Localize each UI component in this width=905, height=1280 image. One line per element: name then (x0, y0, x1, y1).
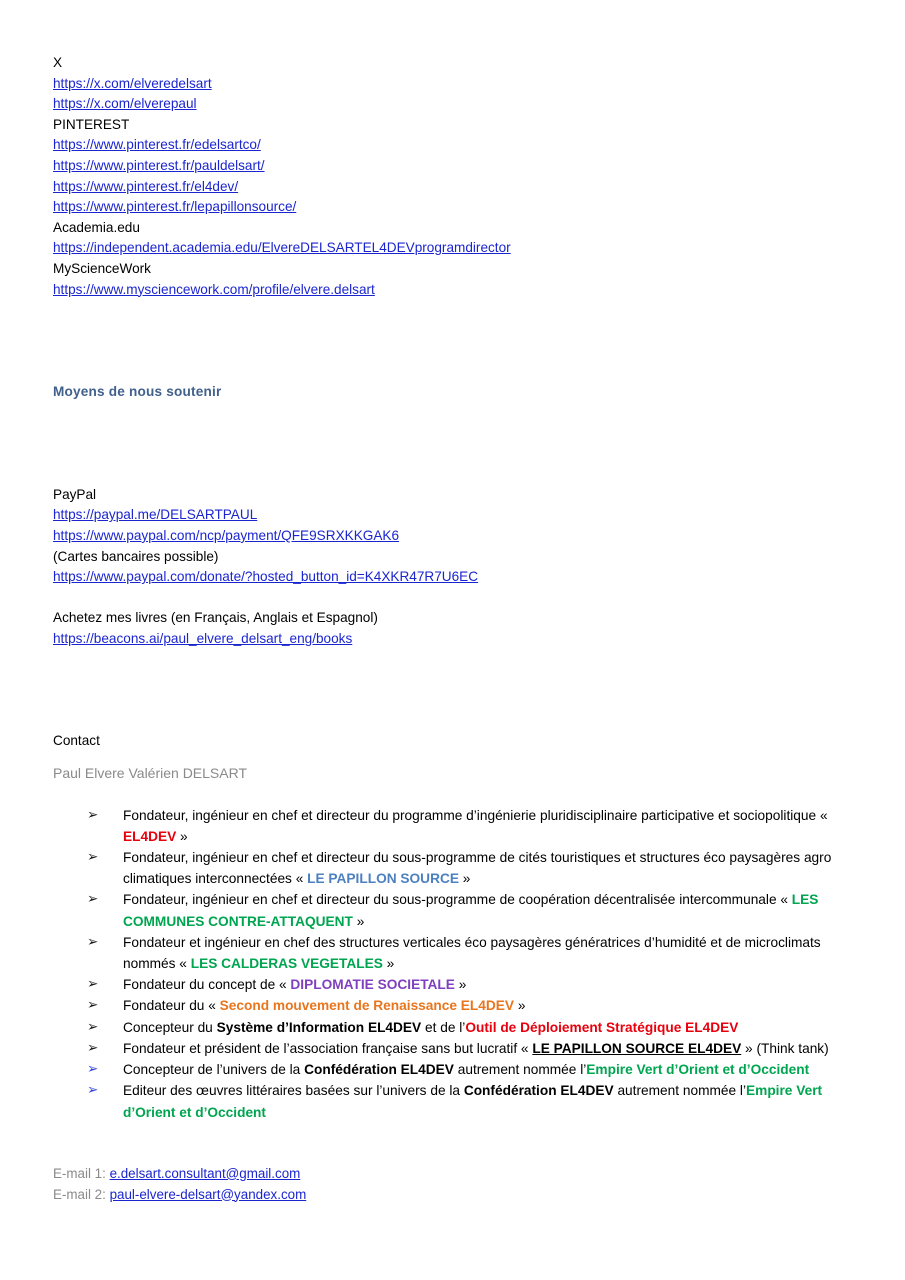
role-list-item (87, 805, 855, 847)
email-link[interactable]: paul-elvere-delsart@yandex.com (109, 1186, 307, 1202)
role-text-fragment: » (514, 998, 526, 1014)
bullet-arrow-icon: ➢ (87, 891, 99, 908)
support-heading: Moyens de nous soutenir (53, 384, 222, 400)
role-list-item (87, 995, 855, 1016)
spacer (53, 300, 855, 382)
email-link[interactable]: e.delsart.consultant@gmail.com (109, 1165, 301, 1181)
role-text-fragment: Fondateur, ingénieur en chef et directeur du sous-programme de cités touristiques et structures éco paysagères agro climatiques interconnectées « (123, 850, 832, 887)
cards-note: (Cartes bancaires possible) (53, 548, 219, 564)
bullet-arrow-icon: ➢ (87, 997, 99, 1014)
role-text-fragment: Concepteur de l’univers de la (123, 1062, 305, 1078)
bullet-arrow-icon: ➢ (87, 1061, 99, 1078)
spacer (53, 588, 855, 609)
social-link[interactable]: https://www.mysciencework.com/profile/elvere.delsart (53, 281, 375, 297)
spacer (53, 1123, 855, 1164)
bullet-arrow-icon: ➢ (87, 1082, 99, 1099)
role-text-fragment: Fondateur, ingénieur en chef et directeur du programme d’ingénierie pluridisciplinaire participative et sociopolitique « (123, 807, 828, 823)
role-text-fragment: » (382, 956, 395, 972)
social-link[interactable]: https://www.pinterest.fr/lepapillonsource/ (53, 199, 297, 215)
role-list-item (87, 1080, 855, 1122)
paypal-label: PayPal (53, 486, 97, 502)
role-text-fragment: Système d’Information EL4DEV (216, 1019, 422, 1035)
email-label: E-mail 2: (53, 1186, 110, 1202)
roles-list (53, 805, 855, 1123)
role-list-item (87, 974, 855, 995)
role-text-fragment: Fondateur et président de l’association française sans but lucratif « (123, 1040, 533, 1056)
contact-person-name: Paul Elvere Valérien DELSART (53, 765, 248, 782)
role-text-fragment: et de l’ (421, 1019, 466, 1035)
role-text-fragment: EL4DEV (123, 828, 177, 844)
role-text-fragment: Empire Vert d’Orient et d’Occident (123, 1083, 823, 1120)
spacer (53, 784, 855, 805)
role-text-fragment: Fondateur et ingénieur en chef des structures verticales éco paysagères génératrices d’humidité et de microclimats nommés « (123, 934, 821, 972)
social-platform-label: X (53, 55, 63, 70)
role-text-fragment: Empire Vert d’Orient et d’Occident (586, 1062, 810, 1078)
books-label: Achetez mes livres (en Français, Anglais et Espagnol) (53, 610, 378, 626)
role-text-fragment: Concepteur du (123, 1019, 217, 1035)
paypal-link-1[interactable]: https://paypal.me/DELSARTPAUL (53, 507, 258, 523)
role-text-fragment: » (352, 913, 365, 929)
role-text-fragment: » (176, 828, 188, 844)
social-links-section (53, 53, 855, 300)
contact-heading: Contact (53, 733, 100, 749)
role-text-fragment: Confédération EL4DEV (463, 1083, 614, 1099)
bullet-arrow-icon: ➢ (87, 976, 99, 993)
role-text-fragment: » (458, 871, 471, 887)
social-link[interactable]: https://x.com/elverepaul (53, 96, 197, 112)
role-text-fragment: » (454, 977, 467, 993)
spacer (53, 752, 855, 762)
role-text-fragment: Fondateur du « (123, 998, 220, 1014)
spacer (53, 403, 855, 485)
role-text-fragment: » (Think tank) (741, 1040, 829, 1056)
bullet-arrow-icon: ➢ (87, 806, 99, 823)
role-list-item (87, 1017, 855, 1038)
role-text-fragment: LE PAPILLON SOURCE (307, 871, 459, 887)
bullet-arrow-icon: ➢ (87, 933, 99, 950)
social-platform-label: PINTEREST (53, 116, 130, 132)
role-list-item (87, 1059, 855, 1080)
role-text-fragment: Editeur des œuvres littéraires basées sur l’univers de la (123, 1083, 464, 1099)
role-text-fragment: LES COMMUNES CONTRE-ATTAQUENT (123, 892, 819, 929)
role-list-item (87, 1038, 855, 1059)
books-link[interactable]: https://beacons.ai/paul_elvere_delsart_eng/books (53, 630, 353, 646)
paypal-donate-link[interactable]: https://www.paypal.com/donate/?hosted_button_id=K4XKR47R7U6EC (53, 569, 479, 585)
role-text-fragment: Outil de Déploiement Stratégique EL4DEV (465, 1019, 739, 1035)
social-link[interactable]: https://www.pinterest.fr/el4dev/ (53, 178, 239, 194)
social-link[interactable]: https://www.pinterest.fr/pauldelsart/ (53, 157, 265, 173)
bullet-arrow-icon: ➢ (87, 849, 99, 866)
social-platform-label: Academia.edu (53, 219, 140, 235)
role-text-fragment: Second mouvement de Renaissance EL4DEV (219, 998, 515, 1014)
role-text-fragment: DIPLOMATIE SOCIETALE (290, 977, 455, 993)
emails-block (53, 1164, 855, 1206)
email-label: E-mail 1: (53, 1165, 110, 1181)
role-list-item (87, 847, 855, 889)
social-link[interactable]: https://x.com/elveredelsart (53, 75, 212, 91)
role-list-item (87, 932, 855, 974)
email-row (53, 1185, 855, 1206)
spacer (53, 649, 855, 731)
email-row (53, 1164, 855, 1185)
social-platform-label: MyScienceWork (53, 260, 151, 276)
role-text-fragment: Fondateur, ingénieur en chef et directeur du sous-programme de coopération décentralisée intercommunale « (123, 892, 792, 908)
role-text-fragment: Fondateur du concept de « (123, 977, 291, 993)
role-list-item (87, 889, 855, 931)
role-text-fragment: LES CALDERAS VEGETALES (190, 956, 383, 972)
social-link[interactable]: https://www.pinterest.fr/edelsartco/ (53, 137, 261, 153)
role-text-fragment: Confédération EL4DEV (304, 1062, 454, 1078)
bullet-arrow-icon: ➢ (87, 1039, 99, 1056)
role-text-fragment: autrement nommée l’ (453, 1062, 587, 1078)
role-text-fragment: autrement nommée l’ (613, 1083, 747, 1099)
social-link[interactable]: https://independent.academia.edu/ElvereDELSARTEL4DEVprogramdirector (53, 240, 511, 256)
paypal-link-2[interactable]: https://www.paypal.com/ncp/payment/QFE9SRXKKGAK6 (53, 527, 400, 543)
role-text-fragment: LE PAPILLON SOURCE EL4DEV (532, 1040, 742, 1056)
bullet-arrow-icon: ➢ (87, 1018, 99, 1035)
